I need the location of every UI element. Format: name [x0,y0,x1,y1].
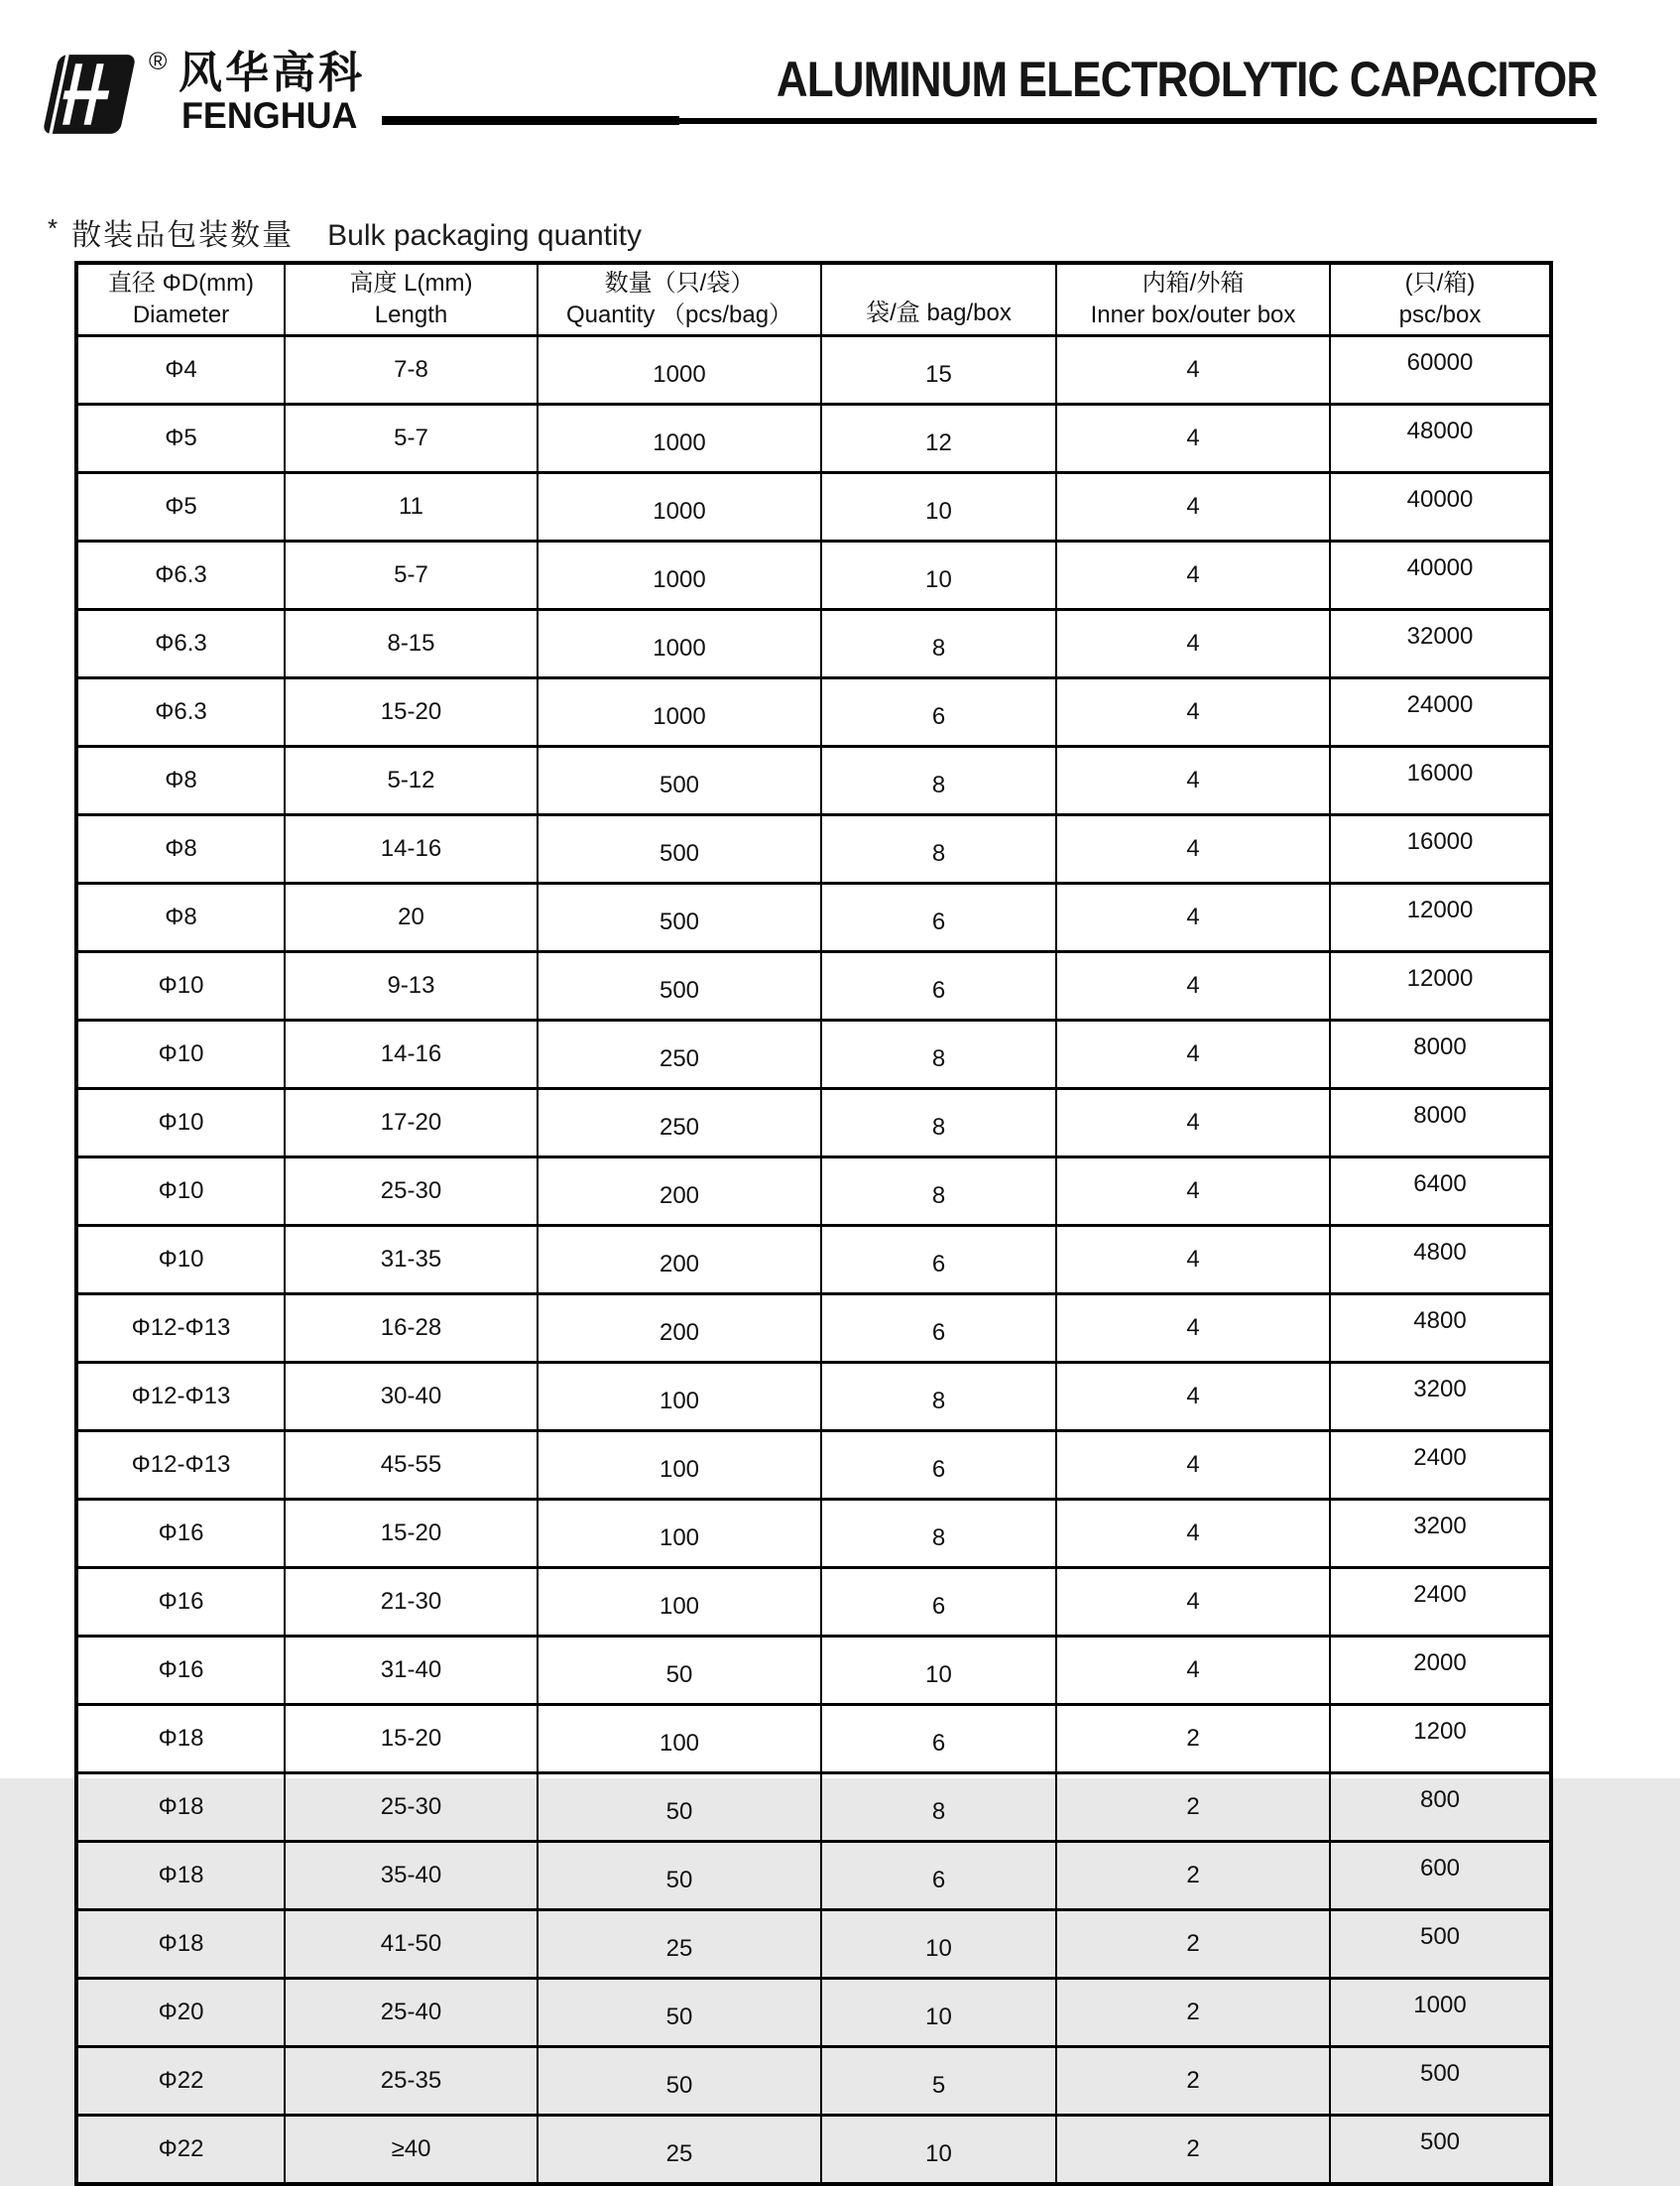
table-row [76,336,1551,405]
cell-length: 35-40 [285,1842,538,1910]
cell-quantity-pcs-bag: 500 [538,884,821,952]
cell-quantity-pcs-bag: 500 [538,952,821,1021]
cell-pcs-per-box: 4800 [1330,1226,1551,1294]
cell-pcs-per-box: 500 [1330,2116,1551,2185]
table-row [76,405,1551,473]
cell-bag-per-box: 6 [821,1842,1056,1910]
cell-inner-outer-box: 4 [1056,336,1330,405]
cell-quantity-pcs-bag: 1000 [538,542,821,610]
cell-pcs-per-box: 40000 [1330,473,1551,542]
cell-bag-per-box: 10 [821,473,1056,542]
cell-length: 11 [285,473,538,542]
cell-bag-per-box: 6 [821,1705,1056,1773]
table-body [76,336,1551,2185]
cell-length: 31-40 [285,1637,538,1705]
cell-length: 16-28 [285,1294,538,1363]
cell-inner-outer-box: 4 [1056,1431,1330,1500]
cell-quantity-pcs-bag: 25 [538,2116,821,2185]
section-title-zh: 散装品包装数量 [71,219,295,252]
column-header-length: 高度 L(mm) Length [285,263,538,336]
cell-inner-outer-box: 4 [1056,610,1330,678]
cell-inner-outer-box: 4 [1056,1500,1330,1568]
table-row [76,1431,1551,1500]
table-row [76,610,1551,678]
cell-inner-outer-box: 4 [1056,884,1330,952]
table-row [76,678,1551,747]
cell-inner-outer-box: 2 [1056,1773,1330,1842]
cell-length: ≥40 [285,2116,538,2185]
cell-diameter: Φ4 [76,336,285,405]
cell-inner-outer-box: 4 [1056,1157,1330,1226]
cell-diameter: Φ12-Φ13 [76,1294,285,1363]
cell-bag-per-box: 8 [821,747,1056,815]
cell-length: 45-55 [285,1431,538,1500]
cell-bag-per-box: 6 [821,1431,1056,1500]
cell-quantity-pcs-bag: 100 [538,1431,821,1500]
cell-diameter: Φ5 [76,405,285,473]
cell-inner-outer-box: 4 [1056,1089,1330,1157]
table-row [76,542,1551,610]
cell-pcs-per-box: 1000 [1330,1979,1551,2047]
cell-pcs-per-box: 48000 [1330,405,1551,473]
table-row [76,1226,1551,1294]
cell-bag-per-box: 10 [821,1637,1056,1705]
cell-diameter: Φ10 [76,1089,285,1157]
cell-quantity-pcs-bag: 50 [538,1979,821,2047]
cell-inner-outer-box: 2 [1056,1910,1330,1979]
cell-inner-outer-box: 2 [1056,1979,1330,2047]
cell-length: 20 [285,884,538,952]
cell-bag-per-box: 10 [821,542,1056,610]
cell-pcs-per-box: 8000 [1330,1089,1551,1157]
table-row [76,1773,1551,1842]
cell-pcs-per-box: 3200 [1330,1500,1551,1568]
cell-diameter: Φ12-Φ13 [76,1431,285,1500]
cell-length: 15-20 [285,678,538,747]
table-row [76,1910,1551,1979]
table-row [76,1568,1551,1637]
section-title [48,210,642,254]
cell-quantity-pcs-bag: 1000 [538,405,821,473]
cell-diameter: Φ8 [76,815,285,884]
cell-pcs-per-box: 3200 [1330,1363,1551,1431]
cell-bag-per-box: 6 [821,1568,1056,1637]
cell-diameter: Φ6.3 [76,678,285,747]
cell-length: 30-40 [285,1363,538,1431]
table-row [76,1705,1551,1773]
cell-inner-outer-box: 4 [1056,473,1330,542]
cell-length: 8-15 [285,610,538,678]
cell-bag-per-box: 8 [821,815,1056,884]
cell-quantity-pcs-bag: 100 [538,1363,821,1431]
cell-length: 25-35 [285,2047,538,2116]
cell-quantity-pcs-bag: 1000 [538,610,821,678]
section-title-en: Bulk packaging quantity [327,219,642,252]
table-row [76,473,1551,542]
table-row [76,1979,1551,2047]
cell-pcs-per-box: 1200 [1330,1705,1551,1773]
cell-bag-per-box: 8 [821,1089,1056,1157]
table-row [76,1021,1551,1089]
cell-diameter: Φ18 [76,1842,285,1910]
table-row [76,747,1551,815]
cell-inner-outer-box: 4 [1056,405,1330,473]
cell-bag-per-box: 6 [821,1226,1056,1294]
cell-diameter: Φ12-Φ13 [76,1363,285,1431]
cell-length: 15-20 [285,1500,538,1568]
cell-diameter: Φ10 [76,1021,285,1089]
fenghua-logo-icon [22,52,161,137]
cell-quantity-pcs-bag: 500 [538,747,821,815]
cell-inner-outer-box: 4 [1056,1021,1330,1089]
cell-length: 14-16 [285,815,538,884]
cell-bag-per-box: 8 [821,1500,1056,1568]
column-header-quantity-pcs-bag: 数量（只/袋） Quantity （pcs/bag） [538,263,821,336]
table-row [76,1842,1551,1910]
cell-quantity-pcs-bag: 500 [538,815,821,884]
cell-inner-outer-box: 4 [1056,1568,1330,1637]
cell-length: 7-8 [285,336,538,405]
cell-diameter: Φ6.3 [76,542,285,610]
table-row [76,2047,1551,2116]
cell-pcs-per-box: 500 [1330,1910,1551,1979]
cell-diameter: Φ16 [76,1500,285,1568]
table-row [76,1089,1551,1157]
cell-length: 25-30 [285,1773,538,1842]
cell-quantity-pcs-bag: 1000 [538,473,821,542]
cell-pcs-per-box: 600 [1330,1842,1551,1910]
cell-length: 9-13 [285,952,538,1021]
cell-pcs-per-box: 12000 [1330,884,1551,952]
cell-bag-per-box: 12 [821,405,1056,473]
cell-quantity-pcs-bag: 200 [538,1157,821,1226]
cell-inner-outer-box: 2 [1056,2047,1330,2116]
cell-quantity-pcs-bag: 200 [538,1226,821,1294]
cell-inner-outer-box: 4 [1056,747,1330,815]
cell-inner-outer-box: 4 [1056,815,1330,884]
table-row [76,952,1551,1021]
cell-inner-outer-box: 2 [1056,2116,1330,2185]
column-header-bag-per-box: 袋/盒 bag/box [821,263,1056,336]
cell-pcs-per-box: 16000 [1330,747,1551,815]
cell-quantity-pcs-bag: 1000 [538,336,821,405]
cell-diameter: Φ18 [76,1773,285,1842]
table-row [76,1157,1551,1226]
column-header-inner-outer-box: 内箱/外箱 Inner box/outer box [1056,263,1330,336]
cell-diameter: Φ8 [76,884,285,952]
registered-trademark-icon: ® [149,48,168,75]
cell-bag-per-box: 15 [821,336,1056,405]
cell-pcs-per-box: 4800 [1330,1294,1551,1363]
cell-diameter: Φ6.3 [76,610,285,678]
cell-diameter: Φ18 [76,1910,285,1979]
cell-pcs-per-box: 12000 [1330,952,1551,1021]
cell-inner-outer-box: 4 [1056,1226,1330,1294]
cell-diameter: Φ20 [76,1979,285,2047]
cell-length: 5-12 [285,747,538,815]
cell-pcs-per-box: 40000 [1330,542,1551,610]
header-rule [386,118,1597,124]
cell-pcs-per-box: 2400 [1330,1431,1551,1500]
cell-quantity-pcs-bag: 25 [538,1910,821,1979]
cell-pcs-per-box: 8000 [1330,1021,1551,1089]
cell-quantity-pcs-bag: 50 [538,1842,821,1910]
cell-inner-outer-box: 4 [1056,1637,1330,1705]
cell-diameter: Φ5 [76,473,285,542]
cell-inner-outer-box: 2 [1056,1705,1330,1773]
column-header-diameter: 直径 ΦD(mm) Diameter [76,263,285,336]
cell-pcs-per-box: 32000 [1330,610,1551,678]
cell-inner-outer-box: 2 [1056,1842,1330,1910]
table-row [76,1500,1551,1568]
cell-bag-per-box: 6 [821,884,1056,952]
cell-inner-outer-box: 4 [1056,542,1330,610]
cell-quantity-pcs-bag: 50 [538,2047,821,2116]
cell-pcs-per-box: 60000 [1330,336,1551,405]
cell-inner-outer-box: 4 [1056,678,1330,747]
cell-length: 5-7 [285,405,538,473]
cell-quantity-pcs-bag: 250 [538,1089,821,1157]
cell-pcs-per-box: 2400 [1330,1568,1551,1637]
cell-pcs-per-box: 6400 [1330,1157,1551,1226]
cell-length: 31-35 [285,1226,538,1294]
brand-name-zh: 风华高科 [179,49,365,97]
cell-quantity-pcs-bag: 100 [538,1568,821,1637]
table-row [76,1363,1551,1431]
cell-bag-per-box: 10 [821,1979,1056,2047]
table-row [76,884,1551,952]
table-row [76,1637,1551,1705]
table-row [76,1294,1551,1363]
cell-bag-per-box: 6 [821,678,1056,747]
cell-diameter: Φ22 [76,2116,285,2185]
cell-bag-per-box: 10 [821,2116,1056,2185]
cell-length: 25-30 [285,1157,538,1226]
cell-bag-per-box: 5 [821,2047,1056,2116]
cell-diameter: Φ10 [76,1157,285,1226]
cell-quantity-pcs-bag: 50 [538,1637,821,1705]
cell-quantity-pcs-bag: 50 [538,1773,821,1842]
cell-diameter: Φ22 [76,2047,285,2116]
cell-length: 21-30 [285,1568,538,1637]
cell-bag-per-box: 6 [821,1294,1056,1363]
section-marker: * [48,213,59,243]
cell-inner-outer-box: 4 [1056,1294,1330,1363]
cell-bag-per-box: 8 [821,610,1056,678]
cell-quantity-pcs-bag: 250 [538,1021,821,1089]
brand-name-en: FENGHUA [181,95,358,136]
bulk-packaging-table [74,261,1553,2186]
cell-pcs-per-box: 16000 [1330,815,1551,884]
cell-bag-per-box: 8 [821,1363,1056,1431]
cell-pcs-per-box: 2000 [1330,1637,1551,1705]
cell-bag-per-box: 8 [821,1021,1056,1089]
cell-pcs-per-box: 500 [1330,2047,1551,2116]
column-header-pcs-per-box: (只/箱) psc/box [1330,263,1551,336]
table-row [76,815,1551,884]
cell-length: 14-16 [285,1021,538,1089]
cell-diameter: Φ18 [76,1705,285,1773]
cell-diameter: Φ10 [76,952,285,1021]
cell-diameter: Φ10 [76,1226,285,1294]
cell-quantity-pcs-bag: 100 [538,1705,821,1773]
cell-bag-per-box: 6 [821,952,1056,1021]
cell-diameter: Φ16 [76,1568,285,1637]
cell-length: 41-50 [285,1910,538,1979]
table-row [76,2116,1551,2185]
cell-quantity-pcs-bag: 1000 [538,678,821,747]
cell-inner-outer-box: 4 [1056,952,1330,1021]
cell-bag-per-box: 8 [821,1773,1056,1842]
cell-length: 25-40 [285,1979,538,2047]
cell-diameter: Φ16 [76,1637,285,1705]
cell-pcs-per-box: 800 [1330,1773,1551,1842]
cell-length: 17-20 [285,1089,538,1157]
table-header-row [76,263,1551,336]
cell-bag-per-box: 8 [821,1157,1056,1226]
cell-quantity-pcs-bag: 100 [538,1500,821,1568]
cell-bag-per-box: 10 [821,1910,1056,1979]
cell-length: 15-20 [285,1705,538,1773]
cell-pcs-per-box: 24000 [1330,678,1551,747]
cell-inner-outer-box: 4 [1056,1363,1330,1431]
page-title: ALUMINUM ELECTROLYTIC CAPACITOR [776,52,1597,107]
cell-length: 5-7 [285,542,538,610]
cell-quantity-pcs-bag: 200 [538,1294,821,1363]
cell-diameter: Φ8 [76,747,285,815]
